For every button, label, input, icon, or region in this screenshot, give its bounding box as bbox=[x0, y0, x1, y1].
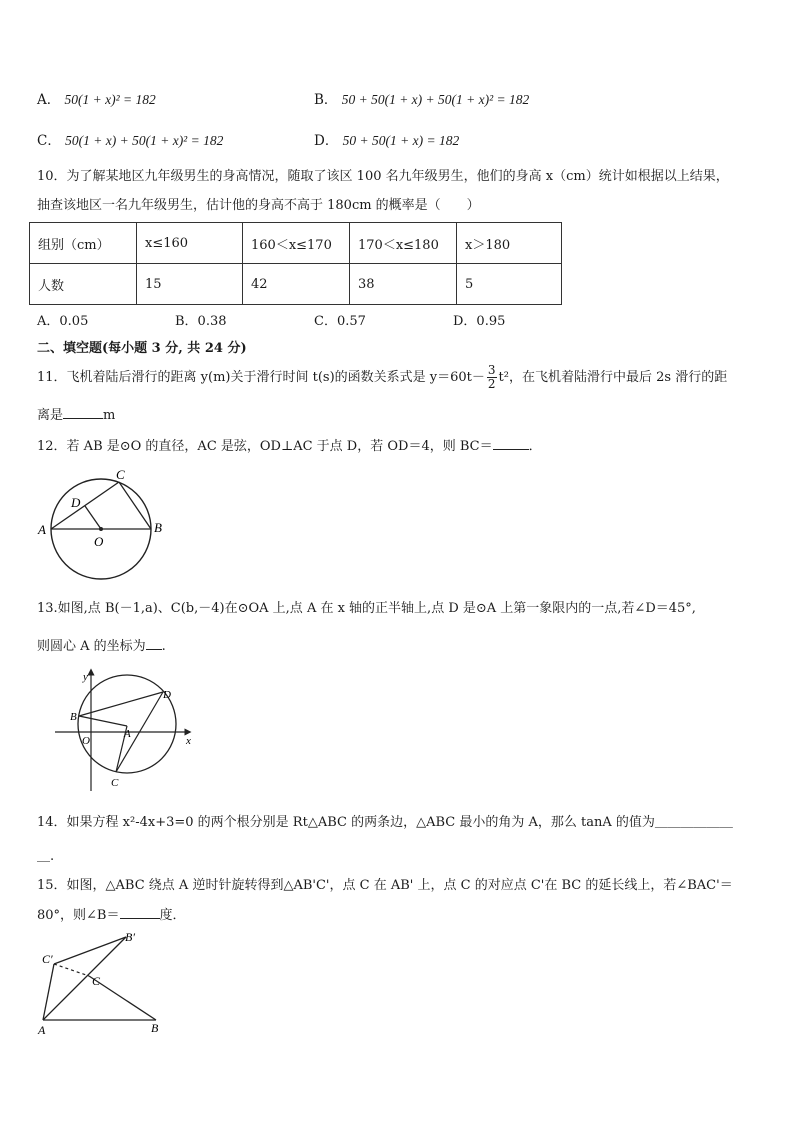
label-b: B bbox=[70, 711, 77, 723]
segment-ba bbox=[79, 716, 127, 726]
label-c: C bbox=[116, 467, 125, 482]
segment-ac-prime bbox=[43, 964, 54, 1020]
table-cell: 5 bbox=[457, 264, 562, 305]
fraction-denominator: 2 bbox=[487, 377, 496, 391]
fraction-numerator: 3 bbox=[487, 363, 496, 377]
q15-line2-pre: 80°，则∠B＝ bbox=[37, 908, 120, 923]
label-b: B bbox=[154, 520, 162, 535]
q12-text-pre: 12．若 AB 是⊙O 的直径，AC 是弦，OD⊥AC 于点 D，若 OD＝4，则 BC＝ bbox=[37, 439, 493, 454]
section-title: 二、填空题(每小题 3 分, 共 24 分) bbox=[37, 341, 247, 356]
table-cell: 15 bbox=[137, 264, 243, 305]
q10-option-a: A．0.05 bbox=[37, 314, 89, 329]
answer-blank[interactable] bbox=[493, 437, 529, 450]
q13-line1: 13.如图,点 B(－1,a)、C(b,－4)在⊙OA 上,点 A 在 x 轴的正半轴上,点 D 是⊙A 上第一象限内的一点,若∠D＝45°, bbox=[37, 601, 696, 616]
table-cell: 42 bbox=[243, 264, 350, 305]
q11-line2-post: m bbox=[103, 408, 116, 423]
label-x: x bbox=[186, 735, 191, 747]
chord-bc bbox=[119, 482, 151, 529]
answer-blank[interactable] bbox=[120, 906, 160, 919]
q9-option-a-label: A． bbox=[37, 92, 61, 108]
q9-option-d-expr: 50 + 50(1 + x) = 182 bbox=[342, 133, 460, 148]
q13-line2-post: . bbox=[161, 639, 166, 654]
q10-option-d: D．0.95 bbox=[453, 314, 506, 329]
q15-line2-post: 度． bbox=[159, 908, 186, 923]
q11-part1: 11．飞机着陆后滑行的距离 y(m)关于滑行时间 t(s)的函数关系式是 y＝60t－ bbox=[37, 370, 485, 385]
q9-option-a bbox=[37, 88, 156, 108]
segment-c-prime-b-prime bbox=[54, 937, 126, 964]
segment-c-prime-c-dashed bbox=[54, 964, 89, 976]
q10-height-table bbox=[29, 222, 562, 305]
q12-text-post: ． bbox=[528, 439, 542, 454]
q15-rotation-figure bbox=[32, 926, 172, 1038]
q12-circle-figure bbox=[34, 466, 169, 586]
q9-option-c-label: C． bbox=[37, 133, 61, 149]
q11-line1 bbox=[37, 364, 727, 392]
q10-option-c: C．0.57 bbox=[314, 314, 366, 329]
table-cell: x≤160 bbox=[137, 223, 243, 264]
label-c: C bbox=[92, 974, 101, 988]
q13-coordinate-figure bbox=[50, 666, 200, 796]
q9-option-c bbox=[37, 129, 223, 149]
table-cell: 170＜x≤180 bbox=[350, 223, 457, 264]
table-row bbox=[30, 264, 562, 305]
answer-blank[interactable] bbox=[63, 406, 103, 419]
q12-text bbox=[37, 436, 542, 458]
q9-option-d bbox=[314, 129, 459, 149]
q9-option-d-label: D． bbox=[314, 133, 339, 149]
q10-line1: 10．为了解某地区九年级男生的身高情况，随取了该区 100 名九年级男生，他们的身高 x（cm）统计如根据以上结果， bbox=[37, 169, 729, 184]
q15-line2 bbox=[37, 905, 186, 927]
table-cell: x＞180 bbox=[457, 223, 562, 264]
q11-line2-pre: 离是 bbox=[37, 408, 64, 423]
label-c-prime: C′ bbox=[42, 952, 53, 966]
chord-ac bbox=[51, 482, 119, 529]
q9-option-a-expr: 50(1 + x)² = 182 bbox=[64, 92, 156, 107]
q9-option-b bbox=[314, 88, 529, 108]
circle-a bbox=[78, 675, 176, 773]
q14-line1: 14．如果方程 x²-4x+3=0 的两个根分别是 Rt△ABC 的两条边，△ABC 最小的角为 A，那么 tanA 的值为＿＿＿＿＿＿ bbox=[37, 815, 733, 830]
q9-option-b-expr: 50 + 50(1 + x) + 50(1 + x)² = 182 bbox=[341, 92, 530, 107]
label-o: O bbox=[94, 534, 104, 549]
label-y: y bbox=[83, 671, 88, 683]
q9-option-b-label: B． bbox=[314, 92, 338, 108]
table-cell: 组别（cm） bbox=[30, 223, 137, 264]
q9-option-c-expr: 50(1 + x) + 50(1 + x)² = 182 bbox=[65, 133, 224, 148]
table-cell: 38 bbox=[350, 264, 457, 305]
q13-line2-pre: 则圆心 A 的坐标为 bbox=[37, 639, 146, 654]
table-row bbox=[30, 223, 562, 264]
label-d: D bbox=[71, 495, 81, 510]
q14-line2: ＿. bbox=[37, 849, 55, 864]
q11-fraction bbox=[487, 364, 497, 391]
label-b: B bbox=[151, 1021, 159, 1035]
q13-line2 bbox=[37, 636, 166, 658]
center-point bbox=[99, 527, 103, 531]
label-a: A bbox=[124, 728, 131, 740]
table-cell: 160＜x≤170 bbox=[243, 223, 350, 264]
answer-blank[interactable] bbox=[146, 637, 162, 650]
q11-line2 bbox=[37, 405, 115, 427]
label-o: O bbox=[82, 735, 90, 747]
label-c: C bbox=[111, 777, 119, 789]
q10-option-b: B．0.38 bbox=[175, 314, 227, 329]
table-cell: 人数 bbox=[30, 264, 137, 305]
q15-line1: 15．如图，△ABC 绕点 A 逆时针旋转得到△AB'C'，点 C 在 AB' 上，点 C 的对应点 C'在 BC 的延长线上，若∠BAC'＝ bbox=[37, 878, 733, 893]
segment-od bbox=[85, 506, 101, 529]
label-a: A bbox=[38, 522, 46, 537]
label-a: A bbox=[38, 1023, 46, 1037]
q10-line2: 抽查该地区一名九年级男生，估计他的身高不高于 180cm 的概率是（ ） bbox=[37, 198, 480, 213]
q11-part2: t²，在飞机着陆滑行中最后 2s 滑行的距 bbox=[498, 370, 728, 385]
segment-ab-prime bbox=[43, 937, 126, 1020]
label-b-prime: B′ bbox=[125, 930, 135, 944]
label-d: D bbox=[163, 689, 171, 701]
